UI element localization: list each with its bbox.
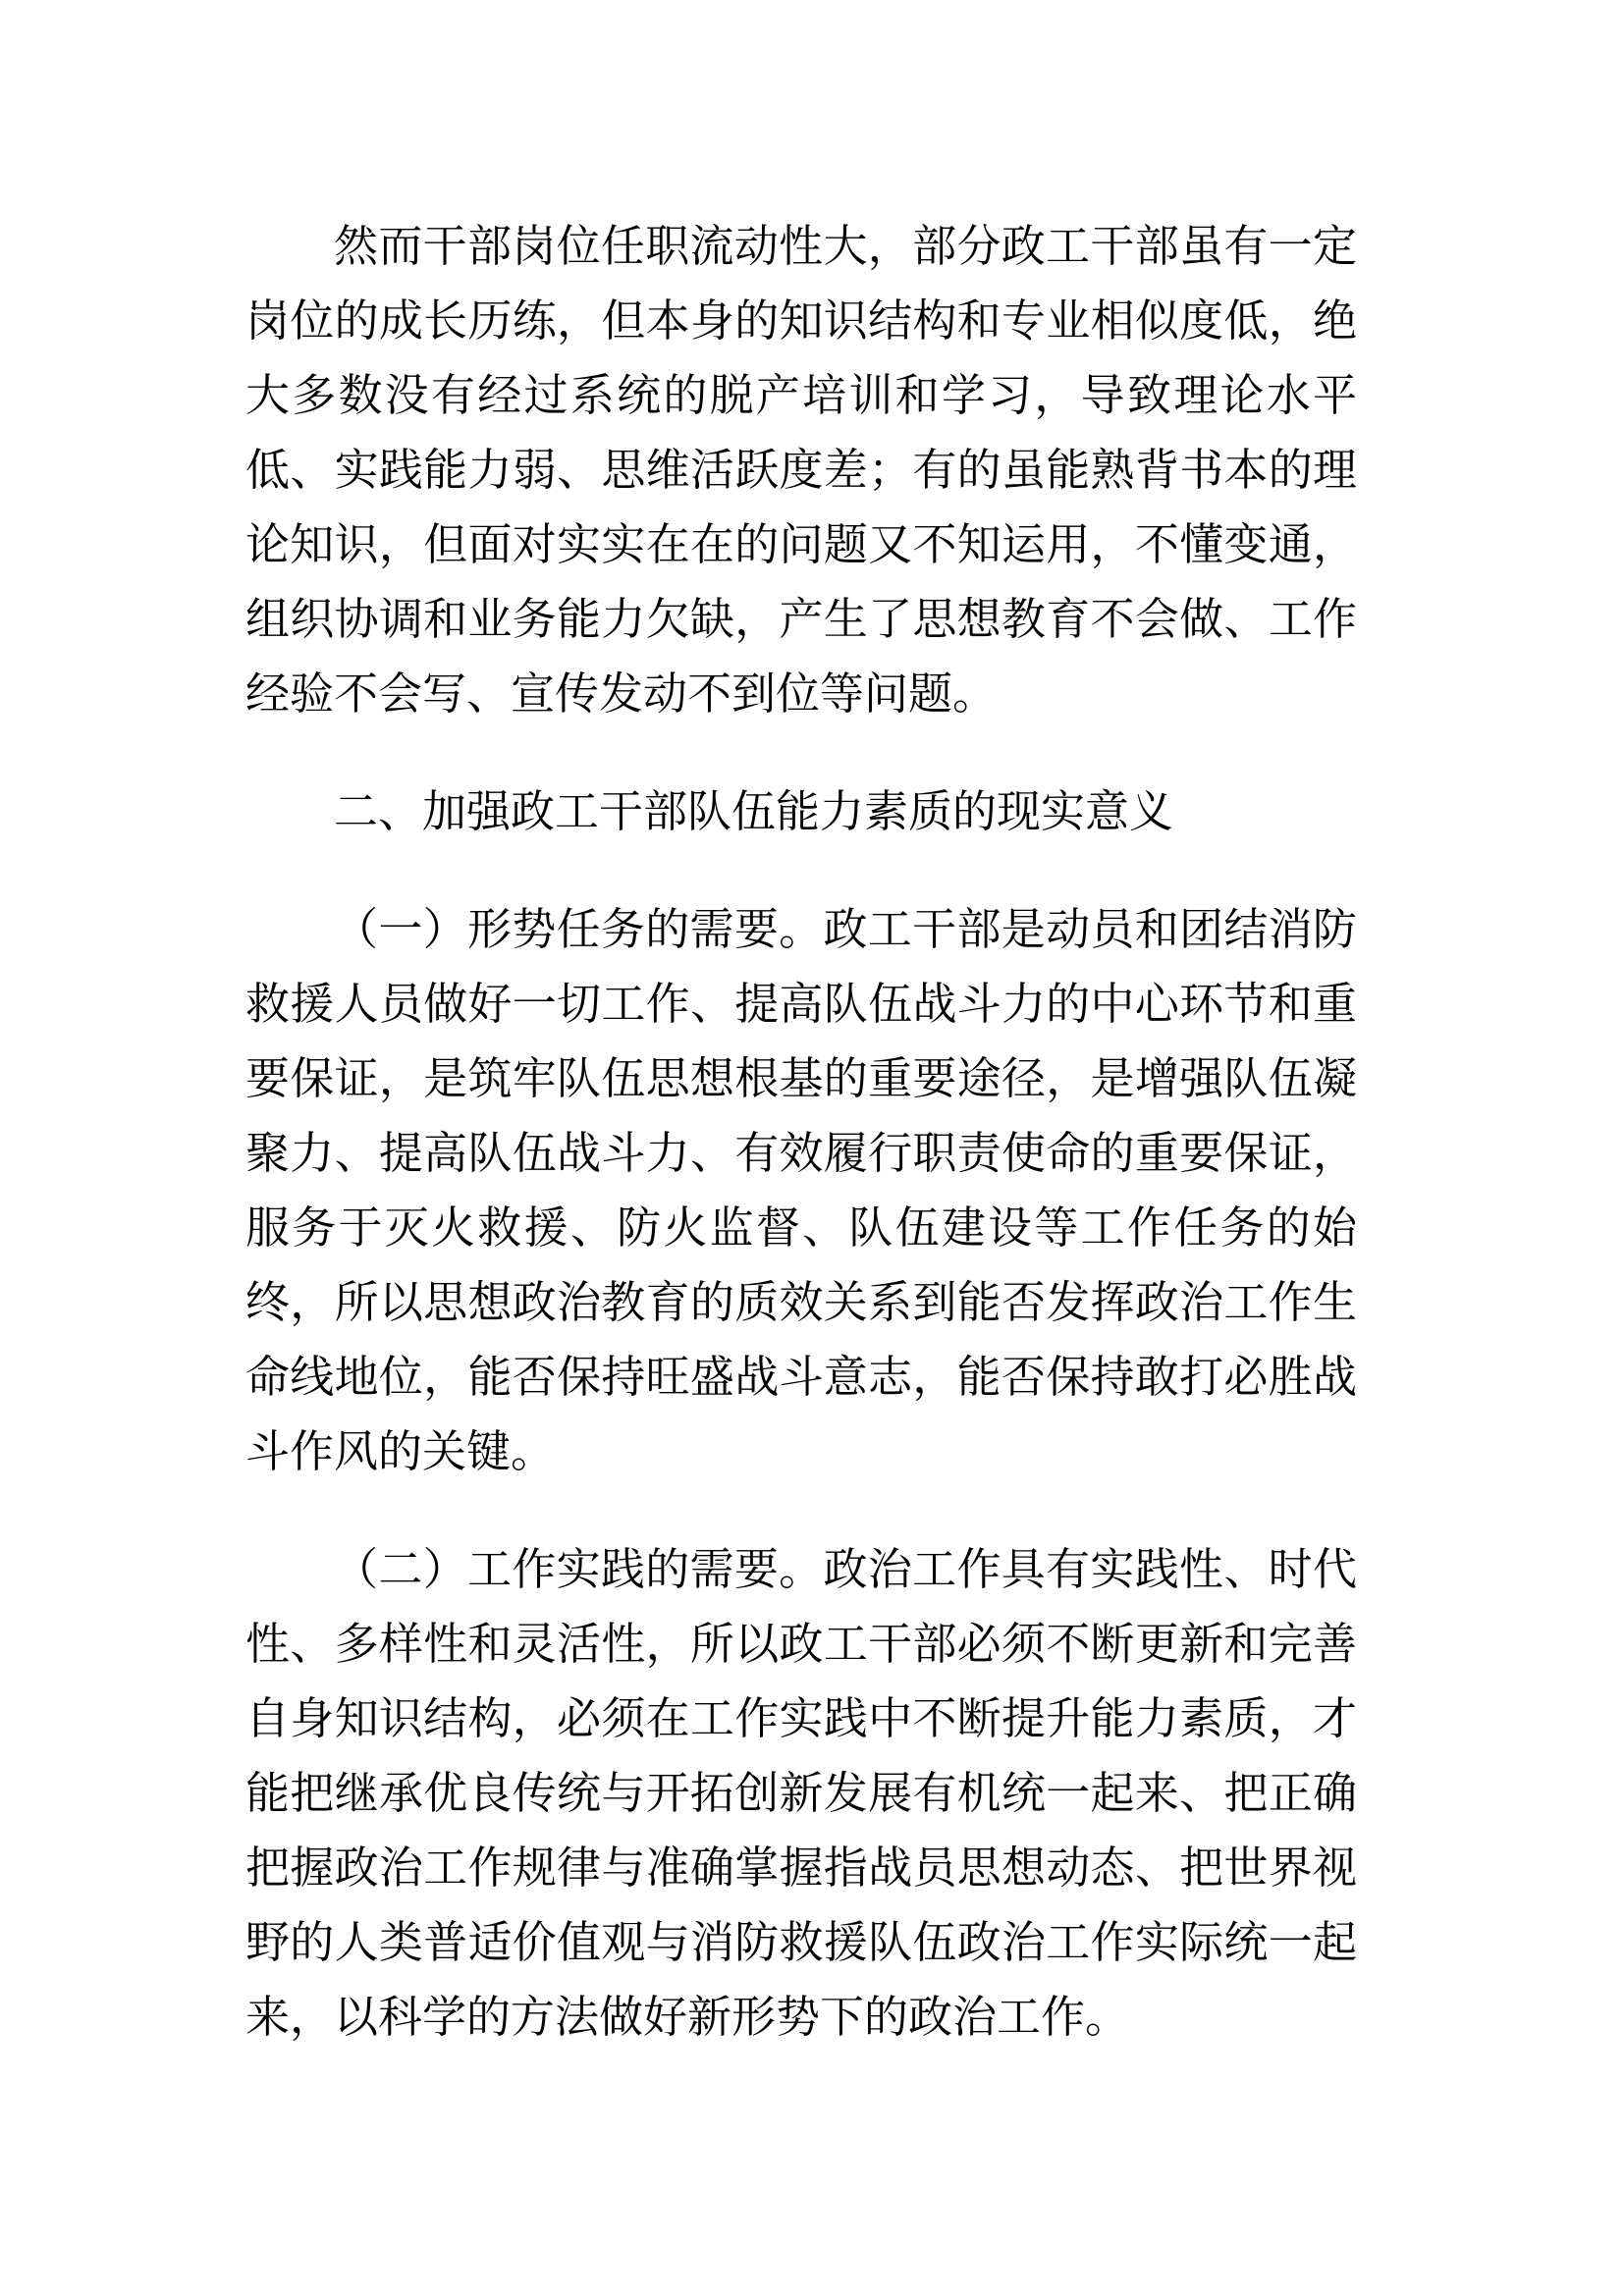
paragraph-item-one: （一）形势任务的需要。政工干部是动员和团结消防救援人员做好一切工作、提高队伍战斗力的中心环节和重要保证，是筑牢队伍思想根基的重要途径，是增强队伍凝聚力、提高队伍战斗力、有效履行职责使命的重要保证，服务于灭火救援、防火监督、队伍建设等工作任务的始终，所以思想政治教育的质效关系到能否发挥政治工作生命线地位，能否保持旺盛战斗意志，能否保持敢打必胜战斗作风的关键。 [245,904,1357,1476]
paragraph-item-two: （二）工作实践的需要。政治工作具有实践性、时代性、多样性和灵活性，所以政工干部必须不断更新和完善自身知识结构，必须在工作实践中不断提升能力素质，才能把继承优良传统与开拓创新发展有机统一起来、把正确把握政治工作规律与准确掌握指战员思想动态、把世界视野的人类普适价值观与消防救援队伍政治工作实际统一起来，以科学的方法做好新形势下的政治工作。 [245,1544,1357,2042]
paragraph-intro: 然而干部岗位任职流动性大，部分政工干部虽有一定岗位的成长历练，但本身的知识结构和专业相似度低，绝大多数没有经过系统的脱产培训和学习，导致理论水平低、实践能力弱、思维活跃度差；有的虽能熟背书本的理论知识，但面对实实在在的问题又不知运用，不懂变通，组织协调和业务能力欠缺，产生了思想教育不会做、工作经验不会写、宣传发动不到位等问题。 [245,221,1357,719]
section-heading: 二、加强政工干部队伍能力素质的现实意义 [334,786,1174,836]
